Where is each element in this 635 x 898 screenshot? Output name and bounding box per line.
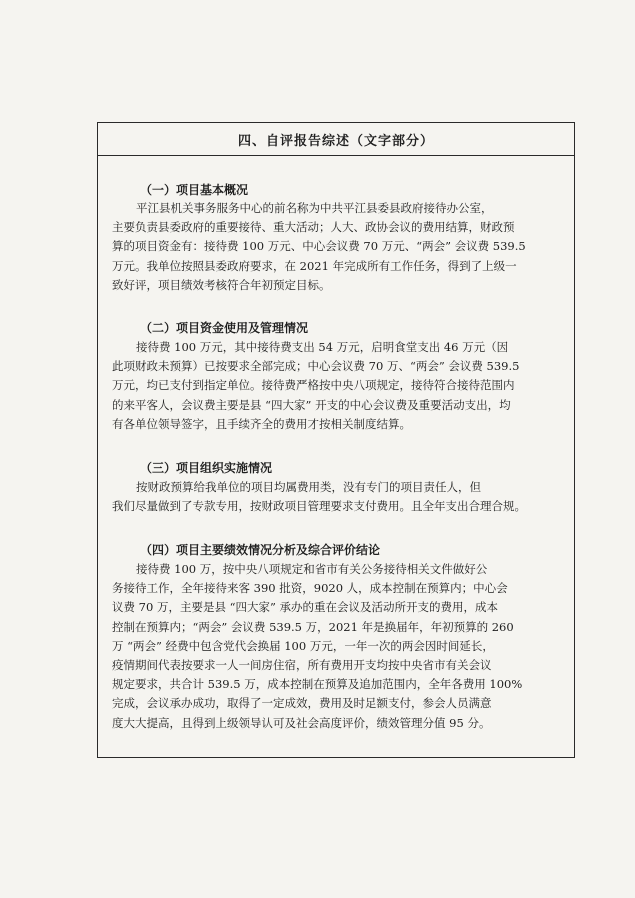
paragraph-line: 度大大提高，且得到上级领导认可及社会高度评价，绩效管理分值 95 分。 xyxy=(112,715,491,730)
paragraph-line: 主要负责县委政府的重要接待、重大活动；人大、政协会议的费用结算，财政预 xyxy=(112,220,515,235)
paragraph-line: 的来平客人，会议费主要是县 “四大家” 开支的中心会议费及重要活动支出，均 xyxy=(112,397,511,412)
section-paragraph xyxy=(112,560,560,733)
report-title: 四、自评报告综述（文字部分） xyxy=(98,123,574,156)
paragraph-line: 致好评，项目绩效考核符合年初预定目标。 xyxy=(112,277,331,292)
paragraph-line: 有各单位领导签字，且手续齐全的费用才按相关制度结算。 xyxy=(112,416,411,431)
paragraph-line: 算的项目资金有：接待费 100 万元、中心会议费 70 万元、“两会” 会议费 539.5 xyxy=(112,239,526,254)
section-heading: （一）项目基本概况 xyxy=(140,183,249,197)
section-heading: （二）项目资金使用及管理情况 xyxy=(140,321,309,335)
paragraph-line: 务接待工作，全年接待来客 390 批资，9020 人，成本控制在预算内；中心会 xyxy=(112,581,508,596)
paragraph-line: 平江县机关事务服务中心的前名称为中共平江县委县政府接待办公室， xyxy=(136,201,493,215)
paragraph-line: 议费 70 万，主要是县 “四大家” 承办的重在会议及活动所开支的费用，成本 xyxy=(112,600,499,615)
paragraph-line: 万 “两会” 经费中包含党代会换届 100 万元，一年一次的两会因时间延长， xyxy=(112,638,494,653)
paragraph-line: 万元。我单位按照县委政府要求，在 2021 年完成所有工作任务，得到了上级一 xyxy=(112,258,517,273)
section-paragraph xyxy=(112,199,560,295)
section-paragraph xyxy=(112,478,560,516)
report-body xyxy=(98,155,574,757)
paragraph-line: 控制在预算内；“两会” 会议费 539.5 万，2021 年是换届年，年初预算的 260 xyxy=(112,619,514,634)
paragraph-line: 疫情期间代表按要求一人一间房住宿，所有费用开支均按中央省市有关会议 xyxy=(112,657,492,672)
section-paragraph xyxy=(112,338,560,434)
paragraph-line: 完成，会议承办成功，取得了一定成效，费用及时足额支付，参会人员满意 xyxy=(112,696,492,711)
paragraph-line: 按财政预算给我单位的项目均属费用类，没有专门的项目责任人，但 xyxy=(136,480,481,494)
paragraph-line: 此项财政未预算）已按要求全部完成；中心会议费 70 万、“两会” 会议费 539.5 xyxy=(112,359,520,374)
paragraph-line: 规定要求，共合计 539.5 万，成本控制在预算及追加范围内，全年各费用 100% xyxy=(112,677,523,692)
report-frame xyxy=(97,122,575,758)
section-heading: （四）项目主要绩效情况分析及综合评价结论 xyxy=(140,543,381,557)
paragraph-line: 接待费 100 万，按中央八项规定和省市有关公务接待相关文件做好公 xyxy=(136,562,488,576)
paragraph-line: 万元，均已支付到指定单位。接待费严格按中央八项规定，接待符合接待范围内 xyxy=(112,378,515,393)
paragraph-line: 接待费 100 万元，其中接待费支出 54 万元，启明食堂支出 46 万元（因 xyxy=(136,340,509,354)
paragraph-line: 我们尽量做到了专款专用，按财政项目管理要求支付费用。且全年支出合理合规。 xyxy=(112,499,526,514)
section-heading: （三）项目组织实施情况 xyxy=(140,461,273,475)
